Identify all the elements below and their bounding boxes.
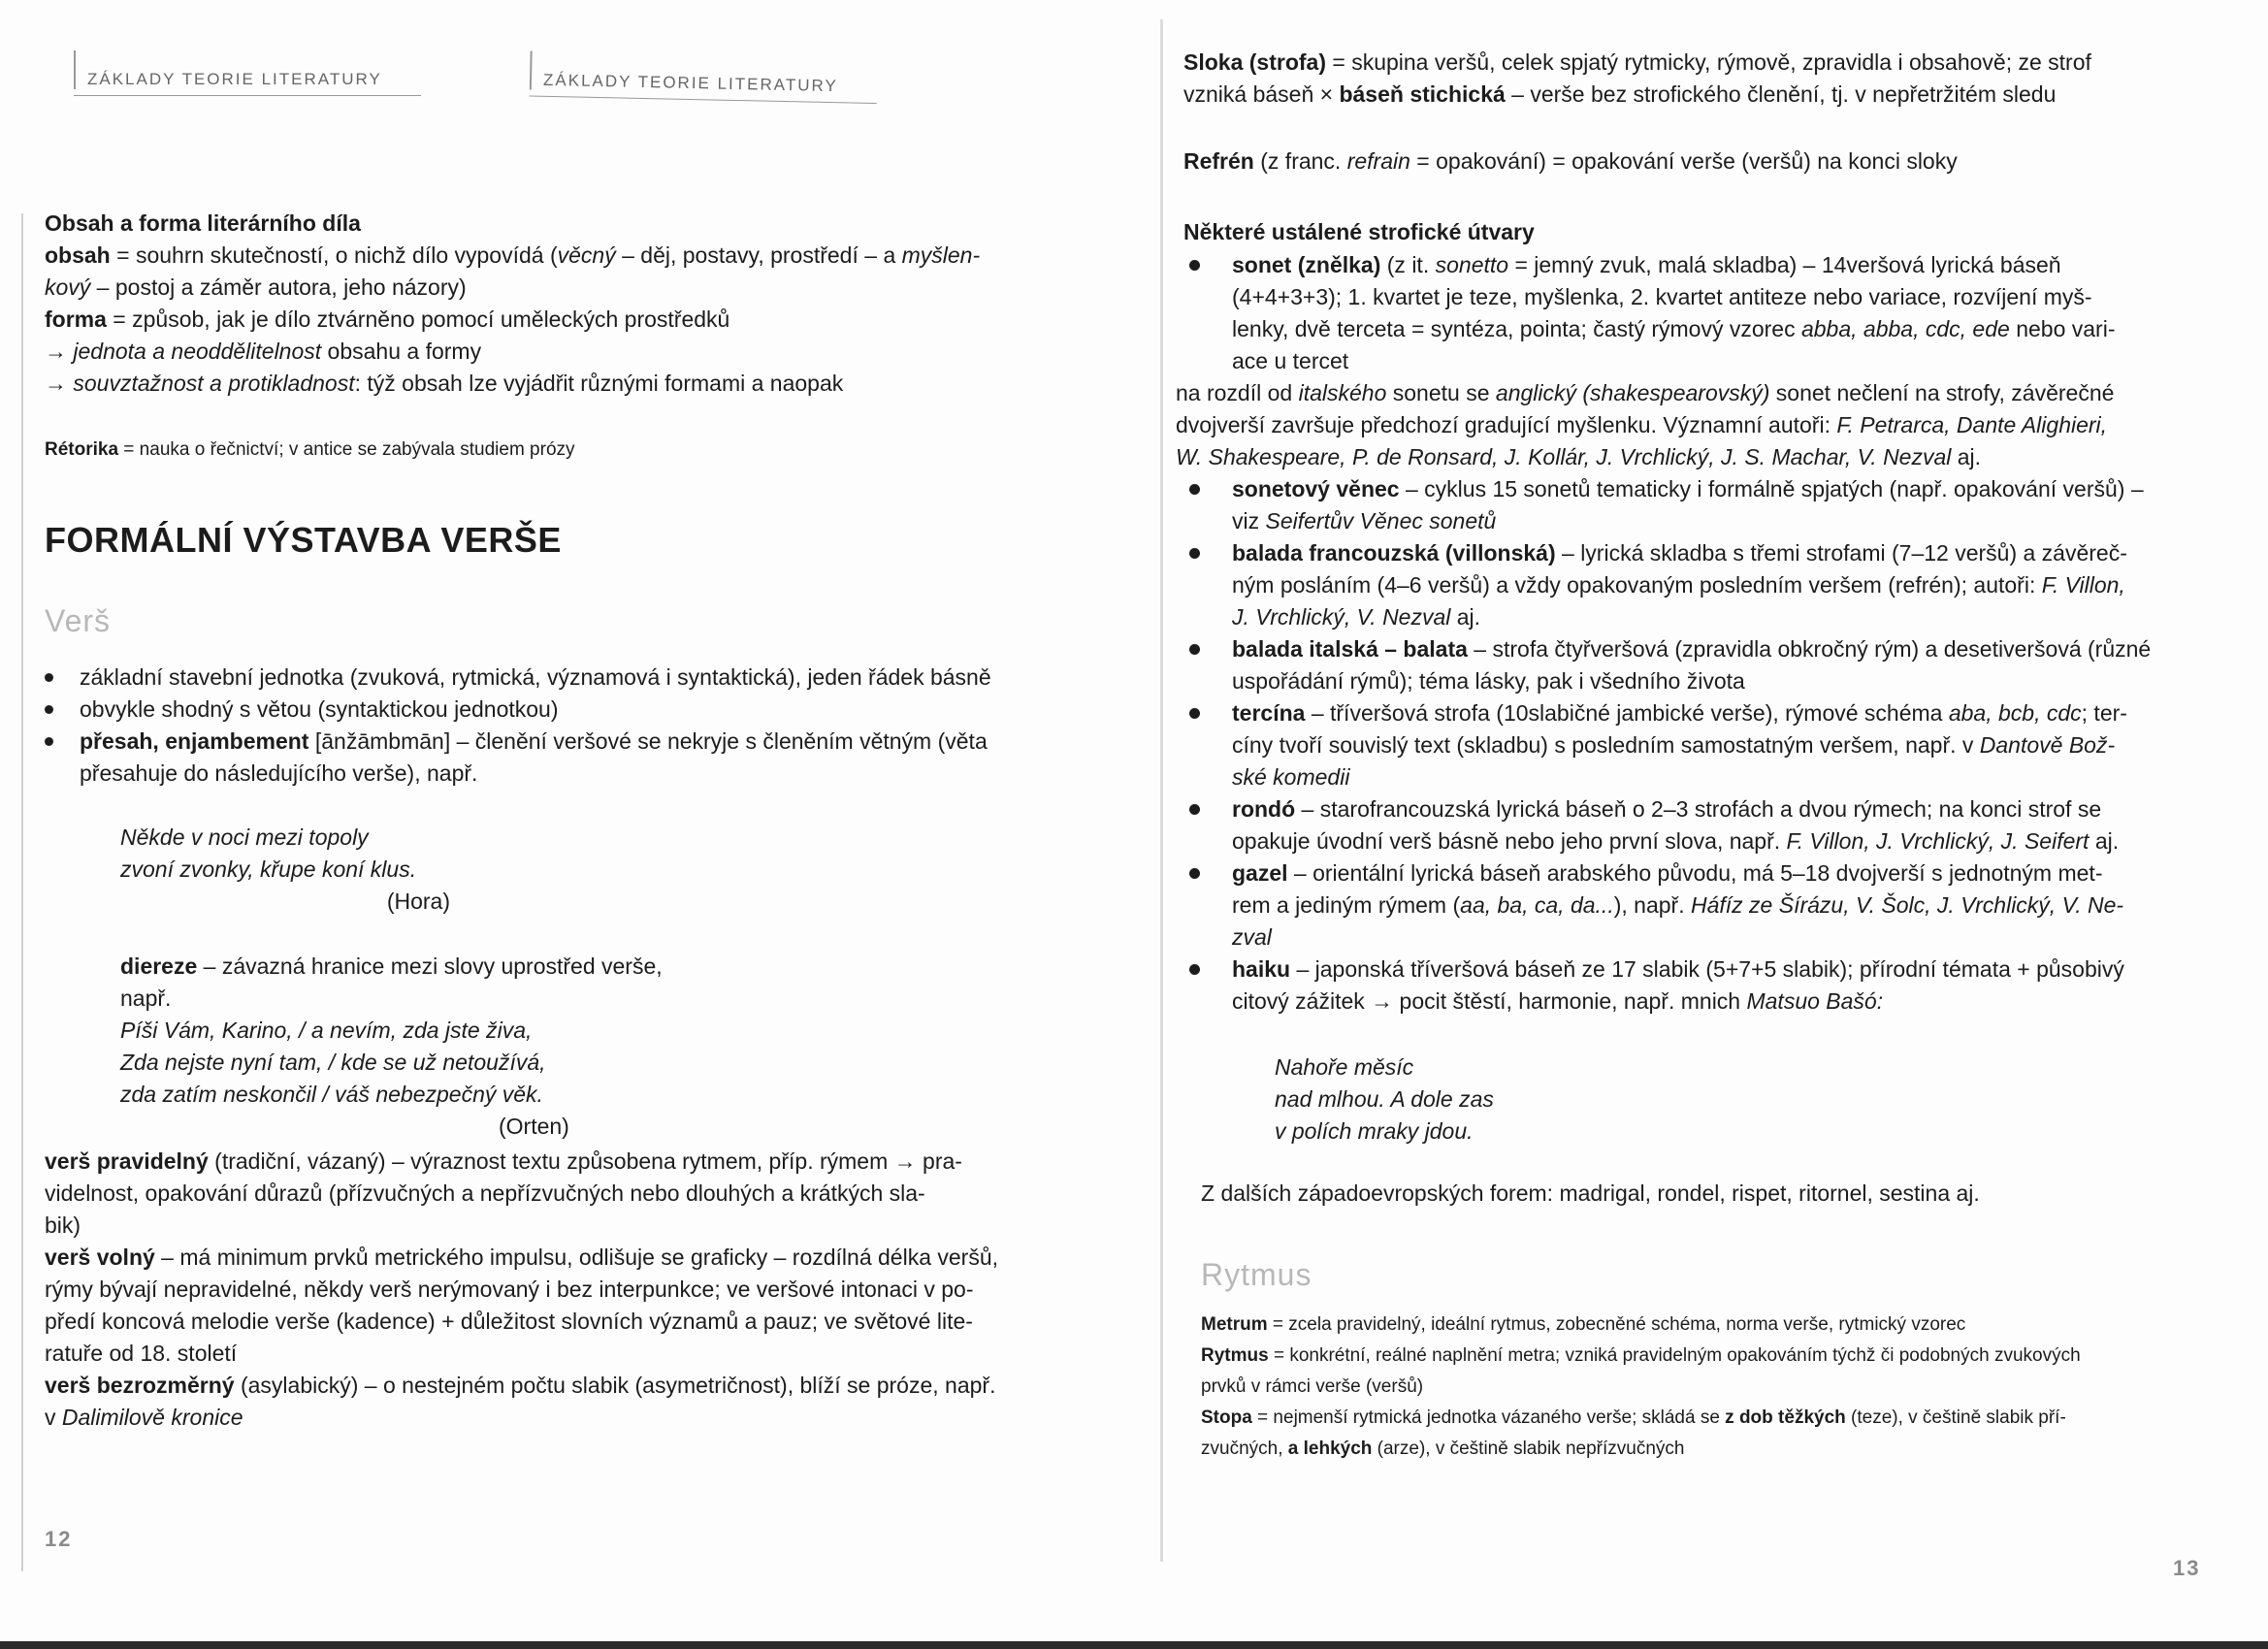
running-title: ZÁKLADY TEORIE LITERATURY	[87, 70, 382, 88]
section-title: FORMÁLNÍ VÝSTAVBA VERŠE	[45, 520, 562, 560]
poem-author: (Orten)	[499, 1114, 569, 1139]
text: sonetu se	[1386, 380, 1496, 405]
bullet-icon	[1189, 548, 1200, 559]
list-item-balada-italska	[1176, 633, 2223, 697]
text: – strofa čtyřveršová (zpravidla obkročný rým) a desetiveršová (různé	[1467, 636, 2152, 662]
poem-line: zvoní zvonky, křupe koní klus.	[120, 857, 417, 882]
term: gazel	[1232, 860, 1288, 886]
text: sonetto	[1435, 252, 1509, 277]
term: Stopa	[1201, 1407, 1252, 1428]
text: Matsuo Bašó:	[1746, 988, 1884, 1014]
term: a lehkých	[1287, 1439, 1373, 1459]
text: přesahuje do následujícího verše), např.	[80, 760, 478, 786]
text: předí koncová melodie verše (kadence) + důležitost slovních významů a pauz; ve světové lite-	[45, 1309, 973, 1334]
text: cíny tvoří souvislý text (skladbu) s posledním samostatným veršem, např. v	[1232, 732, 1980, 758]
text: = skupina veršů, celek spjatý rytmicky, rýmově, zpravidla i obsahově; ze strof	[1325, 49, 2091, 75]
term: tercína	[1232, 700, 1306, 726]
diereze-block	[120, 951, 702, 1143]
scan-bottom-edge	[0, 1641, 2268, 1649]
text: (asylabický) – o nestejném počtu slabik (asymetričnost), blíží se próze, např.	[234, 1373, 996, 1398]
text: kový	[45, 275, 91, 300]
term: Metrum	[1201, 1314, 1268, 1335]
rytmus-block	[1201, 1310, 2239, 1465]
text: lenky, dvě terceta = syntéza, pointa; častý rýmový vzorec	[1232, 316, 1801, 341]
text: – má minimum prvků metrického impulsu, odlišuje se graficky – rozdílná délka veršů,	[154, 1245, 999, 1270]
text: = způsob, jak je dílo ztvárněno pomocí uměleckých prostředků	[106, 307, 730, 332]
arrow-line-1	[45, 336, 1063, 368]
text: sonet nečlení na strofy, závěrečné	[1769, 380, 2115, 405]
header-rule-horizontal	[530, 96, 877, 104]
text: zvučných,	[1201, 1439, 1288, 1459]
page-gutter	[1160, 19, 1163, 1562]
text: – orientální lyrická báseň arabského původu, má 5–18 dvojverší s jednotným met-	[1287, 860, 2103, 886]
term: Refrén	[1183, 148, 1254, 174]
text: anglický (shakespearovský)	[1495, 380, 1770, 405]
text: = konkrétní, reálné naplnění metra; vzniká pravidelným opakováním týchž či podobných zvukových	[1268, 1345, 2081, 1366]
obsah-forma-block	[45, 208, 1063, 400]
text: uspořádání rýmů); téma lásky, pak i všedního života	[1232, 668, 1745, 694]
list-item-gazel	[1176, 857, 2223, 954]
text: (arze), v češtině slabik nepřízvučných	[1372, 1439, 1685, 1459]
text: citový zážitek → pocit štěstí, harmonie, např. mnich	[1232, 988, 1747, 1014]
text: věcný	[557, 242, 616, 268]
text: = jemný zvuk, malá skladba) – 14veršová lyrická báseň	[1508, 252, 2061, 277]
running-header-left	[87, 70, 382, 89]
text: ; ter-	[2081, 700, 2127, 726]
text: Dantově Bož-	[1979, 732, 2116, 758]
text: bik)	[45, 1212, 81, 1238]
text: myšlen-	[901, 242, 981, 268]
term: rondó	[1232, 796, 1296, 822]
text: – závazná hranice mezi slovy uprostřed verše, např.	[120, 954, 663, 1011]
obsah-line	[45, 240, 1063, 272]
term: Rytmus	[1201, 1345, 1269, 1366]
list-item-balada-francouzska	[1176, 537, 2223, 633]
text: opakuje úvodní verš básně nebo jeho první slova, např.	[1232, 828, 1787, 854]
text: ), např.	[1613, 892, 1691, 918]
header-rule-vertical	[74, 50, 76, 89]
margin-rule	[21, 213, 23, 1571]
text: zval	[1232, 924, 1272, 950]
text: (z franc.	[1253, 148, 1347, 174]
text: = souhrn skutečností, o nichž dílo vypovídá (	[110, 242, 558, 268]
text: – cyklus 15 sonetů tematicky i formálně spjatých (např. opakování veršů) –	[1399, 476, 2144, 501]
text: rem a jediným rýmem (	[1232, 892, 1461, 918]
term: z dob těžkých	[1725, 1407, 1846, 1428]
sloka-line-2	[1183, 79, 2212, 111]
term: přesah, enjambement	[80, 728, 309, 754]
text: vzniká báseň ×	[1183, 81, 1340, 107]
text: (z it.	[1380, 252, 1436, 277]
diereze-line	[120, 951, 702, 1015]
text: – starofrancouzská lyrická báseň o 2–3 strofách a dvou rýmech; na konci strof se	[1295, 796, 2102, 822]
text: – postoj a záměr autora, jeho názory)	[90, 275, 467, 300]
text: Dalimilově kronice	[61, 1405, 243, 1430]
term: balada italská – balata	[1232, 636, 1468, 662]
page-number: 12	[45, 1527, 73, 1551]
text: prvků v rámci verše (veršů)	[1201, 1376, 1424, 1397]
list-item	[37, 694, 1055, 726]
text: → jednota a neoddělitelnost	[45, 339, 322, 364]
poem-line: nad mlhou. A dole zas	[1275, 1086, 1494, 1112]
text: F. Villon, J. Vrchlický, J. Seifert	[1786, 828, 2090, 854]
poem-author: (Hora)	[386, 889, 450, 914]
bullet-icon	[1189, 964, 1200, 975]
vers-bezrozmerny-line-2	[45, 1402, 1063, 1434]
text: viz	[1232, 508, 1266, 534]
bullet-icon	[1189, 484, 1200, 495]
page-number: 13	[2173, 1556, 2201, 1580]
term: sonet (znělka)	[1232, 252, 1381, 277]
text: [ānžāmbmān] – členění veršové se nekryje s členěním větným (věta	[308, 728, 988, 754]
subheading-vers: Verš	[45, 603, 112, 638]
text: Seifertův Věnec sonetů	[1265, 508, 1497, 534]
term: forma	[45, 307, 107, 332]
list-item	[37, 662, 1055, 694]
vers-pravidelny-line	[45, 1146, 1063, 1178]
term: sonetový věnec	[1232, 476, 1400, 501]
poem-line: zda zatím neskončil / váš nebezpečný věk.	[120, 1082, 543, 1107]
text: aba, bcb, cdc	[1948, 700, 2082, 726]
sonet-note	[1176, 377, 2223, 473]
list-item-sonetovy-venec	[1176, 473, 2223, 537]
refren-line	[1183, 146, 2212, 178]
list-item	[37, 726, 1055, 790]
running-header-overlay	[543, 71, 838, 96]
text: na rozdíl od	[1176, 380, 1299, 405]
vers-bullet-list	[37, 662, 1055, 790]
term: diereze	[120, 954, 198, 979]
text: aj.	[1450, 604, 1481, 630]
term: verš pravidelný	[45, 1148, 209, 1174]
text: → souvztažnost a protikladnost	[45, 371, 355, 396]
term: báseň stichická	[1339, 81, 1506, 107]
term: balada francouzská (villonská)	[1232, 540, 1556, 566]
text: : týž obsah lze vyjádřit různými formami a naopak	[354, 371, 844, 396]
text: – verše bez strofického členění, tj. v nepřetržitém sledu	[1505, 81, 2057, 107]
text: = zcela pravidelný, ideální rytmus, zobecněné schéma, norma verše, rytmický vzorec	[1267, 1314, 1966, 1335]
poem-line: Zda nejste nyní tam, / kde se už netoužívá,	[120, 1050, 546, 1075]
strofy-list	[1176, 249, 2223, 1018]
bullet-icon	[45, 705, 53, 714]
term: verš bezrozměrný	[45, 1373, 235, 1398]
forma-line	[45, 304, 1063, 336]
term: haiku	[1232, 956, 1291, 982]
right-page	[1164, 0, 2268, 1649]
text: abba, abba, cdc, ede	[1800, 316, 2010, 341]
text: italského	[1298, 380, 1387, 405]
block-title: Obsah a forma literárního díla	[45, 210, 361, 236]
bullet-icon	[1189, 804, 1200, 815]
text: aj.	[1951, 444, 1982, 469]
metrum-line	[1201, 1310, 2239, 1341]
list-item-rondo	[1176, 793, 2223, 857]
text: základní stavební jednotka (zvuková, rytmická, významová i syntaktická), jeden řádek básně	[80, 664, 991, 690]
bullet-icon	[45, 673, 53, 682]
obsah-line-2	[45, 272, 1063, 304]
list-item-tercina	[1176, 697, 2223, 793]
stopa-line-2	[1201, 1434, 2239, 1465]
text: = nauka o řečnictví; v antice se zabývala studiem prózy	[118, 439, 575, 460]
text: nebo vari-	[2009, 316, 2116, 341]
poem-hora	[120, 822, 450, 918]
text: – japonská tříveršová báseň ze 17 slabik (5+7+5 slabik); přírodní témata + působivý	[1290, 956, 2124, 982]
text: v	[45, 1405, 62, 1430]
poem-haiku	[1275, 1051, 1494, 1148]
sloka-line	[1183, 47, 2212, 79]
retorika-line	[45, 435, 575, 466]
arrow-line-2	[45, 368, 1063, 400]
header-rule-vertical	[530, 51, 533, 90]
vers-types-block	[45, 1146, 1063, 1434]
subheading-rytmus: Rytmus	[1201, 1257, 1312, 1292]
text: ratuře od 18. století	[45, 1341, 238, 1366]
poem-line: v polích mraky jdou.	[1275, 1118, 1474, 1144]
bullet-icon	[1189, 644, 1200, 655]
bullet-icon	[1189, 260, 1200, 271]
other-forms-line: Z dalších západoevropských forem: madrigal, rondel, rispet, ritornel, sestina aj.	[1201, 1180, 1980, 1206]
bullet-icon	[1189, 868, 1200, 879]
bullet-icon	[1189, 708, 1200, 719]
text: (tradiční, vázaný) – výraznost textu způsobena rytmem, příp. rýmem → pra-	[208, 1148, 962, 1174]
term: Sloka (strofa)	[1183, 49, 1326, 75]
term: obsah	[45, 242, 111, 268]
text: (teze), v češtině slabik pří-	[1845, 1407, 2066, 1428]
term: Rétorika	[45, 439, 119, 460]
rytmus-line	[1201, 1341, 2239, 1372]
text: F. Petrarca, Dante Alighieri,	[1836, 412, 2108, 437]
strofy-heading: Některé ustálené strofické útvary	[1183, 219, 1535, 244]
text: videlnost, opakování důrazů (přízvučných a nepřízvučných nebo dlouhých a krátkých sla-	[45, 1180, 925, 1206]
list-item-haiku	[1176, 954, 2223, 1018]
vers-bezrozmerny-line	[45, 1370, 1063, 1402]
text: ným posláním (4–6 veršů) a vždy opakovaným posledním veršem (refrén); autoři:	[1232, 572, 2042, 598]
stopa-line	[1201, 1403, 2239, 1434]
vers-volny-line	[45, 1242, 1063, 1274]
text: J. Vrchlický, V. Nezval	[1232, 604, 1451, 630]
text: – děj, postavy, prostředí – a	[615, 242, 902, 268]
poem-line: Nahoře měsíc	[1275, 1054, 1414, 1080]
term: verš volný	[45, 1245, 155, 1270]
text: F. Villon,	[2041, 572, 2125, 598]
poem-line: Píši Vám, Karino, / a nevím, zda jste živa,	[120, 1018, 533, 1043]
text: – lyrická skladba s třemi strofami (7–12 veršů) a závěreč-	[1555, 540, 2127, 566]
text: ské komedii	[1232, 764, 1350, 790]
poem-line: Někde v noci mezi topoly	[120, 824, 369, 850]
text: rýmy bývají nepravidelné, někdy verš nerýmovaný i bez interpunkce; ve veršové intonaci v po-	[45, 1277, 974, 1302]
text: dvojverší završuje předchozí gradující myšlenku. Významní autoři:	[1176, 412, 1837, 437]
text: refrain	[1346, 148, 1410, 174]
list-item-sonet	[1176, 249, 2223, 377]
text: aj.	[2089, 828, 2120, 854]
bullet-icon	[45, 737, 53, 746]
text: obsahu a formy	[321, 339, 482, 364]
text: – tříveršová strofa (10slabičné jambické verše), rýmové schéma	[1305, 700, 1949, 726]
text: obvykle shodný s větou (syntaktickou jednotkou)	[80, 696, 559, 722]
text: W. Shakespeare, P. de Ronsard, J. Kollár, J. Vrchlický, J. S. Machar, V. Nezval	[1176, 444, 1952, 469]
header-rule-horizontal	[74, 95, 421, 96]
text: ace u tercet	[1232, 348, 1349, 373]
text: Háfíz ze Šírázu, V. Šolc, J. Vrchlický, V. Ne-	[1690, 892, 2124, 918]
sloka-block	[1183, 47, 2212, 111]
text: = nejmenší rytmická jednotka vázaného verše; skládá se	[1251, 1407, 1726, 1428]
text: (4+4+3+3); 1. kvartet je teze, myšlenka, 2. kvartet antiteze nebo variace, rozvíjení myš-	[1232, 284, 2092, 309]
text: = opakování) = opakování verše (veršů) na konci sloky	[1409, 148, 1958, 174]
running-title: ZÁKLADY TEORIE LITERATURY	[542, 70, 839, 96]
text: aa, ba, ca, da...	[1460, 892, 1614, 918]
